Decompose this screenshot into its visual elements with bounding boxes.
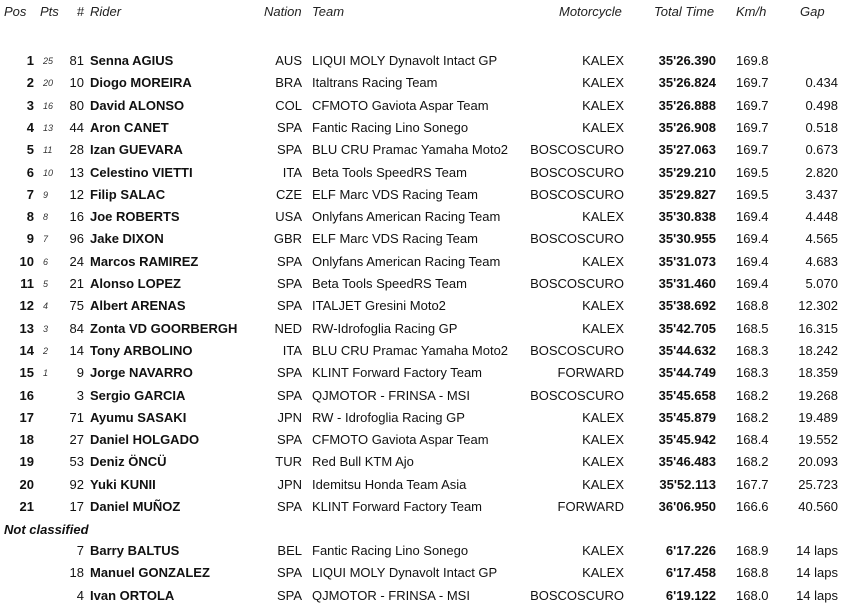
cell-kmh: 168.2	[736, 409, 769, 425]
cell-kmh: 168.0	[736, 587, 769, 603]
cell-pts: 16	[43, 100, 54, 111]
cell-pts: 8	[43, 212, 49, 223]
cell-time: 35'26.824	[658, 75, 716, 91]
cell-kmh: 169.7	[736, 75, 769, 91]
table-row	[0, 318, 843, 340]
cell-num: 44	[69, 119, 84, 135]
cell-time: 6'17.458	[665, 565, 716, 581]
cell-nation: BRA	[275, 75, 302, 91]
cell-rider: Deniz ÖNCÜ	[90, 454, 167, 470]
table-row	[0, 251, 843, 273]
header-num: #	[76, 4, 84, 19]
cell-kmh: 168.8	[736, 298, 769, 314]
cell-moto: KALEX	[582, 476, 624, 492]
cell-kmh: 169.7	[736, 119, 769, 135]
cell-pos: 19	[19, 454, 34, 470]
cell-rider: Jorge NAVARRO	[90, 365, 193, 381]
cell-time: 35'31.460	[658, 276, 716, 291]
cell-moto: BOSCOSCURO	[530, 231, 624, 247]
cell-moto: BOSCOSCURO	[530, 164, 624, 180]
cell-gap: 19.268	[798, 387, 838, 403]
cell-num: 96	[69, 231, 84, 247]
cell-time: 36'06.950	[658, 499, 716, 514]
cell-nation: BEL	[277, 543, 302, 558]
cell-moto: KALEX	[582, 298, 624, 314]
cell-num: 3	[76, 387, 84, 403]
cell-time: 35'45.942	[658, 432, 716, 448]
cell-pts: 6	[43, 256, 49, 267]
cell-rider: Celestino VIETTI	[90, 164, 193, 180]
cell-time: 35'27.063	[658, 142, 716, 158]
cell-time: 35'26.390	[658, 53, 716, 68]
cell-rider: Diogo MOREIRA	[90, 75, 192, 91]
cell-nation: COL	[275, 97, 302, 113]
cell-moto: BOSCOSCURO	[530, 342, 624, 358]
table-row	[0, 95, 843, 117]
cell-num: 4	[76, 587, 84, 603]
cell-pos	[0, 585, 34, 607]
cell-num: 71	[69, 409, 84, 425]
cell-gap: 18.242	[798, 342, 838, 358]
cell-pos: 4	[26, 119, 34, 135]
cell-time: 35'31.073	[658, 253, 716, 269]
cell-rider: Jake DIXON	[90, 231, 164, 247]
cell-pos: 15	[19, 365, 34, 381]
cell-kmh: 168.5	[736, 320, 769, 336]
cell-gap: 4.565	[805, 231, 838, 247]
table-row	[0, 362, 843, 384]
cell-rider: Ivan ORTOLA	[90, 587, 175, 603]
cell-kmh: 168.3	[736, 365, 769, 381]
cell-pts: 11	[43, 145, 53, 156]
cell-pts: 5	[43, 279, 49, 289]
cell-moto: FORWARD	[557, 499, 624, 514]
cell-pos: 9	[26, 231, 34, 247]
cell-rider: Alonso LOPEZ	[90, 276, 181, 291]
table-row	[0, 295, 843, 317]
cell-num: 24	[69, 253, 84, 269]
cell-num: 14	[69, 342, 84, 358]
table-row	[0, 451, 843, 473]
cell-time: 35'26.888	[658, 97, 716, 113]
cell-moto: KALEX	[582, 320, 624, 336]
cell-gap: 0.434	[805, 75, 838, 91]
cell-moto: KALEX	[582, 454, 624, 470]
cell-gap: 14 laps	[796, 587, 838, 603]
cell-nation: SPA	[276, 253, 302, 269]
cell-team: RW - Idrofoglia Racing GP	[312, 409, 465, 425]
table-row	[0, 50, 843, 72]
cell-nation: SPA	[276, 298, 302, 314]
cell-kmh: 169.4	[736, 209, 769, 225]
cell-gap: 14 laps	[796, 543, 838, 558]
cell-team: Idemitsu Honda Team Asia	[312, 476, 467, 492]
cell-time: 35'38.692	[658, 298, 716, 314]
cell-gap: 20.093	[798, 454, 838, 470]
cell-team: BLU CRU Pramac Yamaha Moto2	[312, 342, 509, 358]
header-total-time: Total Time	[654, 4, 715, 19]
cell-pts: 9	[43, 189, 49, 200]
cell-pos: 6	[26, 164, 34, 180]
cell-nation: SPA	[276, 142, 302, 158]
cell-team: ITALJET Gresini Moto2	[312, 298, 446, 314]
table-row	[0, 139, 843, 161]
table-row	[0, 429, 843, 451]
table-row	[0, 228, 843, 250]
table-row	[0, 407, 843, 429]
cell-team: LIQUI MOLY Dynavolt Intact GP	[312, 53, 498, 68]
cell-time: 35'44.632	[658, 342, 716, 358]
cell-team: Beta Tools SpeedRS Team	[312, 164, 467, 180]
cell-pos: 3	[26, 97, 34, 113]
cell-time: 35'42.705	[658, 320, 716, 336]
cell-num: 21	[69, 276, 84, 291]
cell-num: 28	[69, 142, 84, 158]
cell-time: 35'29.827	[658, 186, 716, 202]
cell-rider: Barry BALTUS	[90, 543, 180, 558]
cell-gap: 0.498	[805, 97, 838, 113]
cell-pts: 10	[43, 167, 54, 178]
cell-pts	[43, 562, 57, 584]
cell-team: QJMOTOR - FRINSA - MSI	[312, 387, 470, 403]
cell-gap: 3.437	[805, 186, 838, 202]
cell-rider: Tony ARBOLINO	[90, 342, 193, 358]
cell-team: ELF Marc VDS Racing Team	[312, 231, 478, 247]
cell-time: 35'45.879	[658, 409, 716, 425]
cell-team: Beta Tools SpeedRS Team	[312, 276, 467, 291]
cell-kmh: 168.2	[736, 387, 769, 403]
cell-nation: TUR	[275, 454, 302, 470]
cell-moto: BOSCOSCURO	[530, 587, 624, 603]
not-classified-heading: Not classified	[4, 522, 89, 537]
table-row	[0, 206, 843, 228]
cell-kmh: 169.5	[736, 186, 769, 202]
cell-moto: KALEX	[582, 253, 624, 269]
cell-moto: KALEX	[582, 543, 624, 558]
table-row	[0, 540, 843, 562]
cell-num: 7	[76, 543, 84, 558]
cell-time: 35'46.483	[658, 454, 716, 470]
cell-num: 80	[69, 97, 84, 113]
cell-rider: Aron CANET	[90, 119, 169, 135]
cell-gap: 19.489	[798, 409, 838, 425]
cell-num: 17	[69, 499, 84, 514]
header-pts: Pts	[40, 4, 59, 19]
cell-kmh: 167.7	[736, 476, 769, 492]
cell-pts: 2	[43, 345, 49, 356]
cell-time: 6'17.226	[665, 543, 716, 558]
cell-kmh: 169.4	[736, 253, 769, 269]
cell-pos: 8	[26, 209, 34, 225]
cell-pts: 4	[43, 301, 49, 312]
cell-nation: AUS	[275, 53, 302, 68]
cell-team: BLU CRU Pramac Yamaha Moto2	[312, 142, 509, 158]
cell-gap: 2.820	[805, 164, 838, 180]
cell-time: 35'29.210	[658, 164, 716, 180]
cell-pts: 20	[43, 78, 54, 89]
table-row	[0, 273, 843, 295]
cell-pos: 7	[26, 186, 34, 202]
cell-gap: 5.070	[805, 276, 838, 291]
cell-rider: Filip SALAC	[90, 186, 166, 202]
cell-rider: Daniel HOLGADO	[90, 432, 200, 448]
cell-rider: Sergio GARCIA	[90, 387, 186, 403]
cell-pts	[43, 585, 57, 607]
table-row	[0, 385, 843, 407]
cell-gap: 14 laps	[796, 565, 838, 581]
cell-rider: Zonta VD GOORBERGH	[90, 320, 238, 336]
cell-pos: 12	[19, 298, 34, 314]
cell-num: 9	[76, 365, 84, 381]
cell-nation: SPA	[276, 432, 302, 448]
cell-gap: 19.552	[798, 432, 838, 448]
cell-team: Fantic Racing Lino Sonego	[312, 543, 469, 558]
table-row	[0, 162, 843, 184]
cell-time: 35'26.908	[658, 119, 716, 135]
cell-team: KLINT Forward Factory Team	[312, 499, 483, 514]
cell-pos: 14	[19, 342, 34, 358]
cell-nation: SPA	[276, 119, 302, 135]
cell-nation: NED	[274, 320, 302, 336]
table-header	[0, 1, 843, 23]
cell-moto: KALEX	[582, 97, 624, 113]
cell-moto: FORWARD	[557, 365, 624, 381]
header-nation: Nation	[264, 4, 302, 19]
cell-pos: 20	[19, 476, 34, 492]
cell-gap: 16.315	[798, 320, 838, 336]
cell-pos: 1	[26, 53, 34, 68]
cell-moto: BOSCOSCURO	[530, 142, 624, 158]
cell-time: 35'30.955	[658, 231, 716, 247]
cell-gap: 0.518	[805, 119, 838, 135]
cell-nation: ITA	[282, 164, 302, 180]
cell-rider: Joe ROBERTS	[90, 209, 180, 225]
cell-num: 18	[69, 565, 84, 581]
cell-nation: SPA	[276, 365, 302, 381]
cell-moto: KALEX	[582, 119, 624, 135]
cell-pos: 10	[19, 253, 34, 269]
cell-pts	[43, 540, 57, 562]
table-row	[0, 72, 843, 94]
cell-pos: 16	[19, 387, 34, 403]
cell-kmh: 168.4	[736, 432, 769, 448]
cell-nation: SPA	[276, 387, 302, 403]
header-motorcycle: Motorcycle	[559, 4, 622, 19]
cell-pos	[0, 540, 34, 562]
cell-num: 92	[69, 476, 84, 492]
cell-team: Fantic Racing Lino Sonego	[312, 119, 469, 135]
cell-gap	[780, 50, 838, 72]
cell-nation: SPA	[276, 499, 302, 514]
cell-gap: 4.448	[805, 209, 838, 225]
cell-num: 10	[69, 75, 84, 91]
cell-rider: Marcos RAMIREZ	[90, 253, 199, 269]
cell-kmh: 166.6	[736, 499, 769, 514]
table-row	[0, 585, 843, 607]
cell-team: KLINT Forward Factory Team	[312, 365, 483, 381]
header-gap: Gap	[800, 4, 825, 19]
cell-kmh: 169.4	[736, 276, 769, 291]
cell-num: 84	[69, 320, 84, 336]
cell-num: 75	[69, 298, 84, 314]
table-row	[0, 117, 843, 139]
cell-pts	[43, 429, 57, 451]
cell-time: 35'45.658	[658, 387, 716, 403]
cell-pos: 11	[20, 276, 34, 291]
cell-kmh: 168.8	[736, 565, 769, 581]
cell-time: 6'19.122	[665, 587, 716, 603]
cell-pts: 7	[43, 234, 49, 245]
table-row	[0, 184, 843, 206]
table-row	[0, 562, 843, 584]
cell-pos: 21	[19, 499, 34, 514]
cell-moto: KALEX	[582, 75, 624, 91]
cell-nation: CZE	[276, 186, 302, 202]
cell-team: RW-Idrofoglia Racing GP	[312, 320, 458, 336]
cell-pos: 2	[26, 75, 34, 91]
cell-gap: 25.723	[798, 476, 838, 492]
cell-pos: 5	[26, 142, 34, 158]
cell-num: 27	[69, 432, 84, 448]
cell-team: Onlyfans American Racing Team	[312, 209, 501, 225]
cell-rider: Izan GUEVARA	[90, 142, 183, 158]
cell-kmh: 168.9	[736, 543, 769, 558]
cell-gap: 0.673	[805, 142, 838, 158]
cell-rider: Daniel MUÑOZ	[90, 499, 181, 514]
cell-num: 16	[69, 209, 84, 225]
cell-pos: 13	[19, 320, 34, 336]
cell-kmh: 168.2	[736, 454, 769, 470]
cell-rider: David ALONSO	[90, 97, 185, 113]
cell-num: 13	[69, 164, 84, 180]
cell-kmh: 169.7	[736, 142, 769, 158]
cell-num: 81	[69, 53, 84, 68]
cell-gap: 4.683	[805, 253, 838, 269]
cell-moto: KALEX	[582, 432, 624, 448]
cell-pts	[43, 385, 57, 407]
cell-moto: KALEX	[582, 409, 624, 425]
cell-team: ELF Marc VDS Racing Team	[312, 186, 478, 202]
cell-moto: KALEX	[582, 565, 624, 581]
cell-moto: BOSCOSCURO	[530, 276, 624, 291]
cell-num: 12	[69, 186, 84, 202]
cell-team: Red Bull KTM Ajo	[312, 454, 414, 470]
cell-team: Italtrans Racing Team	[312, 75, 438, 91]
cell-nation: JPN	[277, 476, 302, 492]
cell-pos: 18	[19, 432, 34, 448]
cell-nation: GBR	[273, 231, 302, 247]
cell-gap: 40.560	[798, 499, 838, 514]
cell-moto: KALEX	[582, 53, 624, 68]
cell-team: CFMOTO Gaviota Aspar Team	[312, 432, 489, 448]
cell-team: CFMOTO Gaviota Aspar Team	[312, 97, 489, 113]
cell-gap: 18.359	[798, 365, 838, 381]
cell-kmh: 169.5	[736, 164, 769, 180]
cell-pts	[43, 474, 57, 496]
cell-time: 35'30.838	[658, 209, 716, 225]
cell-pts	[43, 496, 57, 518]
cell-rider: Albert ARENAS	[90, 298, 186, 314]
cell-team: LIQUI MOLY Dynavolt Intact GP	[312, 565, 498, 581]
cell-moto: BOSCOSCURO	[530, 186, 624, 202]
table-row	[0, 474, 843, 496]
cell-nation: SPA	[276, 587, 302, 603]
cell-rider: Ayumu SASAKI	[90, 409, 187, 425]
cell-kmh: 169.8	[736, 53, 769, 68]
cell-kmh: 169.4	[736, 231, 769, 247]
cell-num: 53	[69, 454, 84, 470]
cell-pos: 17	[19, 409, 34, 425]
cell-moto: BOSCOSCURO	[530, 387, 624, 403]
cell-nation: JPN	[277, 409, 302, 425]
cell-kmh: 168.3	[736, 342, 769, 358]
cell-kmh: 169.7	[736, 97, 769, 113]
header-kmh: Km/h	[736, 4, 767, 19]
header-pos: Pos	[4, 4, 27, 19]
cell-team: Onlyfans American Racing Team	[312, 253, 501, 269]
cell-time: 35'44.749	[658, 365, 716, 381]
cell-pos	[0, 562, 34, 584]
cell-pts	[43, 407, 57, 429]
cell-rider: Yuki KUNII	[90, 476, 156, 492]
cell-nation: USA	[275, 209, 302, 225]
cell-time: 35'52.113	[659, 476, 716, 492]
cell-pts	[43, 451, 57, 473]
cell-rider: Senna AGIUS	[90, 53, 174, 68]
cell-gap: 12.302	[798, 298, 838, 314]
cell-rider: Manuel GONZALEZ	[90, 565, 210, 581]
cell-nation: SPA	[276, 565, 302, 581]
table-row	[0, 340, 843, 362]
cell-pts: 25	[43, 56, 54, 66]
header-team: Team	[312, 4, 345, 19]
cell-pts: 13	[43, 122, 54, 133]
table-row	[0, 496, 843, 518]
cell-pts: 1	[43, 368, 49, 379]
cell-pts: 3	[43, 323, 49, 334]
cell-moto: KALEX	[582, 209, 624, 225]
cell-team: QJMOTOR - FRINSA - MSI	[312, 587, 470, 603]
header-rider: Rider	[90, 4, 122, 19]
cell-nation: SPA	[276, 276, 302, 291]
cell-nation: ITA	[282, 342, 302, 358]
